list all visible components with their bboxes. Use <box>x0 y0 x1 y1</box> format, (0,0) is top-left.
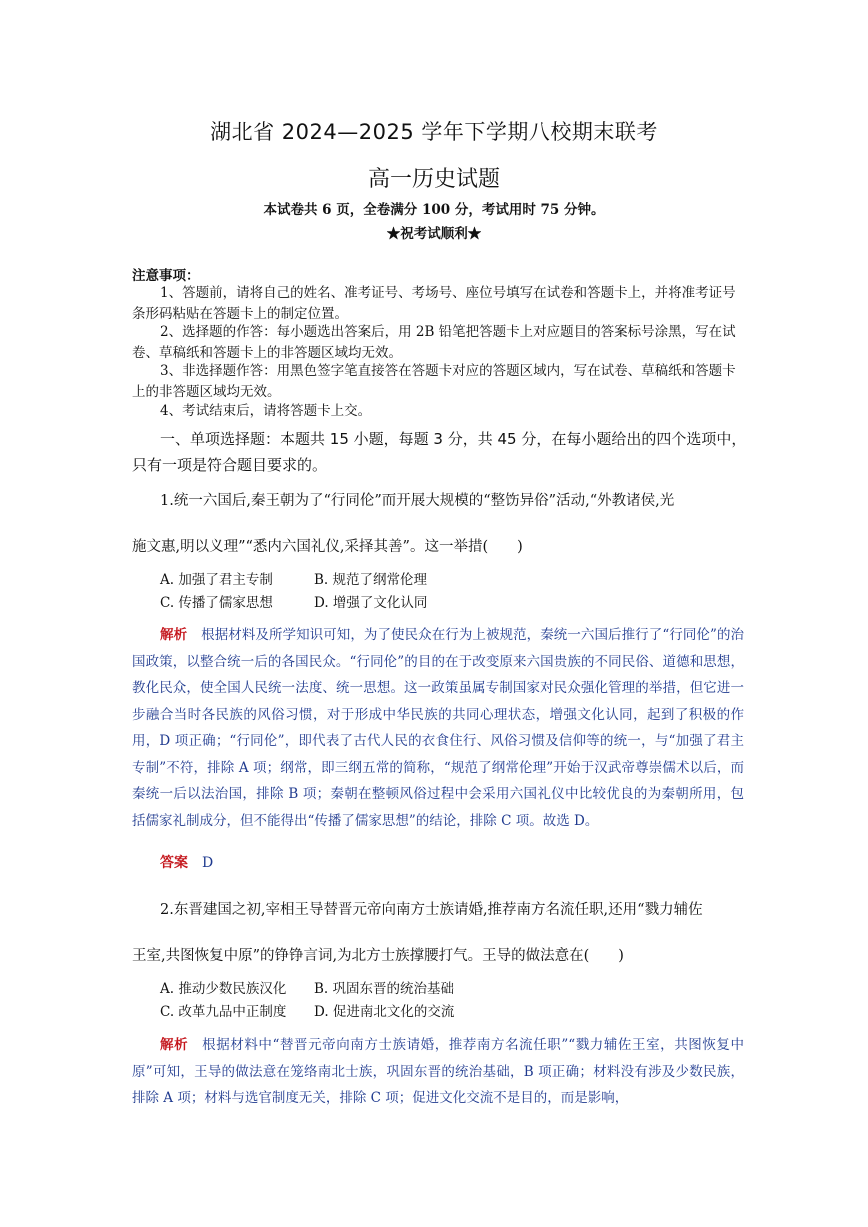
question-2-option-d: D. 促进南北文化的交流 <box>314 1004 455 1020</box>
analysis-label: 解析 <box>160 1037 189 1053</box>
question-2-stem-line2: 王室,共图恢复中原”的铮铮言词,为北方士族撑腰打气。王导的做法意在( ) <box>132 948 624 964</box>
good-luck-line: ★祝考试顺利★ <box>386 226 482 242</box>
question-1-option-b: B. 规范了纲常伦理 <box>314 572 428 588</box>
question-2-stem-line1: 2.东晋建国之初,宰相王导替晋元帝向南方士族请婚,推荐南方名流任职,还用“戮力辅佐 <box>160 902 703 918</box>
question-2-option-a: A. 推动少数民族汉化 <box>160 981 287 997</box>
note-item: 3、非选择题作答：用黑色签字笔直接答在答题卡对应的答题区域内，写在试卷、草稿纸和答题卡上的非答题区域均无效。 <box>132 363 736 400</box>
answer-label: 答案 <box>160 855 188 871</box>
notes-heading: 注意事项： <box>132 268 200 284</box>
exam-title: 湖北省 2024—2025 学年下学期八校期末联考 <box>210 120 658 144</box>
analysis-text: 根据材料及所学知识可知，为了使民众在行为上被规范，秦统一六国后推行了“行同伦”的治国政策，以整合统一后的各国民众。“行同伦”的目的在于改变原来六国贵族的不同民俗、道德和思想，教化民众，使全国人民统一法度、统一思想。这一政策虽属专制国家对民众强化管理的举措，但它进一步融合当时各民族的风俗习惯，对于形成中华民族的共同心理状态，增强文化认同，起到了积极的作用，D 项正确；“行同伦”，即代表了古代人民的衣食住行、风俗习惯及信仰等的统一，与“加强了君主专制”不符，排除 A 项；纲常，即三纲五常的简称，“规范了纲常伦理”开始于汉武帝尊崇儒术以后，而秦统一后以法治国，排除 B 项；秦朝在整顿风俗过程中会采用六国礼仪中比较优良的为秦朝所用，包括儒家礼制成分，但不能得出“传播了儒家思想”的结论，排除 C 项。故选 D。 <box>132 627 745 829</box>
question-1-answer <box>160 852 213 872</box>
question-1-analysis <box>132 622 744 834</box>
note-item: 2、选择题的作答：每小题选出答案后，用 2B 铅笔把答题卡上对应题目的答案标号涂黑，写在试卷、草稿纸和答题卡上的非答题区域均无效。 <box>132 324 736 361</box>
question-1-option-a: A. 加强了君主专制 <box>160 572 273 588</box>
question-2-option-b: B. 巩固东晋的统治基础 <box>314 981 455 997</box>
analysis-text: 根据材料中“替晋元帝向南方士族请婚，推荐南方名流任职”“戮力辅佐王室，共图恢复中原”可知，王导的做法意在笼络南北士族，巩固东晋的统治基础，B 项正确；材料没有涉及少数民族，排除 A 项；材料与选官制度无关，排除 C 项；促进文化交流不是目的，而是影响， <box>132 1037 744 1106</box>
analysis-label: 解析 <box>160 627 188 643</box>
note-item: 4、考试结束后，请将答题卡上交。 <box>160 403 372 419</box>
answer-value: D <box>202 855 214 871</box>
question-1-option-d: D. 增强了文化认同 <box>314 595 428 611</box>
question-1-option-c: C. 传播了儒家思想 <box>160 595 273 611</box>
exam-info: 本试卷共 6 页，全卷满分 100 分，考试用时 75 分钟。 <box>263 202 605 218</box>
question-1-stem-line2: 施文惠,明以义理”“悉内六国礼仪,采择其善”。这一举措( ) <box>132 539 523 555</box>
subject-title: 高一历史试题 <box>367 167 500 192</box>
note-item: 1、答题前，请将自己的姓名、准考证号、考场号、座位号填写在试卷和答题卡上，并将准考证号条形码粘贴在答题卡上的制定位置。 <box>132 285 736 322</box>
section-heading: 一、单项选择题：本题共 15 小题，每题 3 分，共 45 分，在每小题给出的四个选项中，只有一项是符合题目要求的。 <box>132 430 747 474</box>
question-2-analysis <box>132 1032 744 1112</box>
question-1-stem-line1: 1.统一六国后,秦王朝为了“行同伦”而开展大规模的“整饬异俗”活动,“外教诸侯,光 <box>160 493 675 509</box>
question-2-option-c: C. 改革九品中正制度 <box>160 1004 287 1020</box>
